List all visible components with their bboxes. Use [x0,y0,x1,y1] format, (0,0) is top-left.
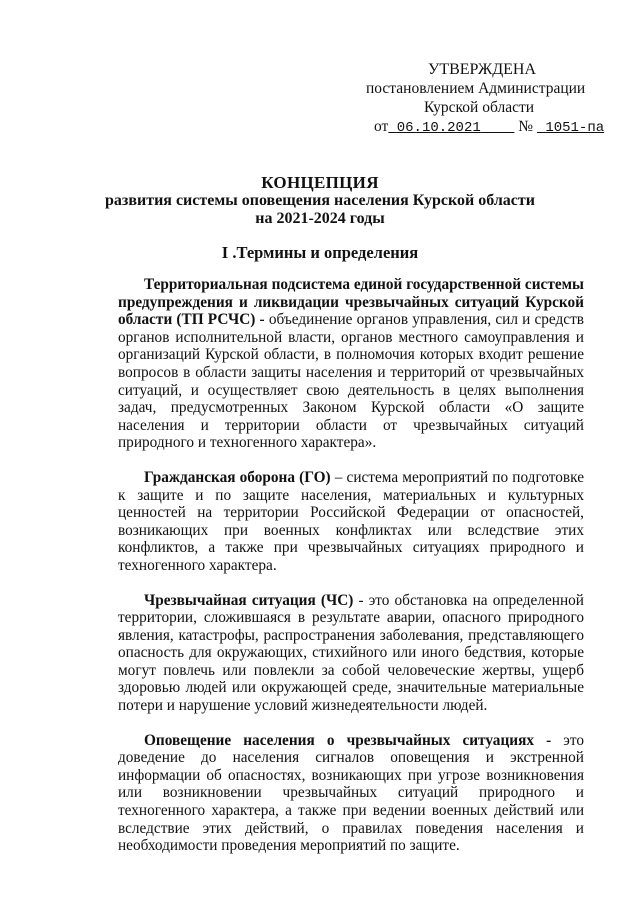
term-name: Гражданская оборона (ГО) [144,468,331,486]
document-subheading-1: развития системы оповещения населения Курской области [105,192,535,209]
term-paragraph: Чрезвычайная ситуация (ЧС) - это обстановка на определенной территории, сложившаяся в результате аварии, опасного природного явления, катастрофы, распространения заболевания, представляющего опасность для окружающих, стихийного или иного бедствия, которые могут повлечь или повлекли за собой человеческие жертвы, ущерб здоровью людей или окружающей среде, значительные материальные потери и нарушение условий жизнедеятельности людей. [118,591,584,715]
term-name: Территориальная подсистема единой государственной системы предупреждения и ликвидации чрезвычайных ситуаций Курской области (ТП РСЧС) [118,276,584,329]
term-definition: объединение органов управления, сил и средств органов исполнительной власти, органов местного самоуправления и организаций Курской области, в полномочия которых входит решение вопросов в области защиты населения и территорий от чрезвычайных ситуаций, и осуществляет свою деятельность в целях выполнения задач, предусмотренных Законом Курской области «О защите населения и территории области от чрезвычайных ситуаций природного и техногенного характера». [118,311,584,452]
term-definition: это обстановка на определенной территории, сложившаяся в результате аварии, опасного природного явления, катастрофы, распространения заболевания, представляющего опасность для окружающих, стихийного или иного бедствия, которые могут повлечь или повлекли за собой человеческие жертвы, ущерб здоровью людей или окружающей среде, значительные материальные потери и нарушение условий жизнедеятельности людей. [118,591,584,715]
approval-date-row [374,117,606,138]
approval-date: 06.10.2021 [396,120,481,136]
date-prefix: от [374,118,389,135]
approval-line-1: постановлением Администрации [366,80,586,97]
number-prefix: № [518,118,534,135]
approval-number: 1051-па [545,120,605,136]
document-body [118,276,584,872]
section-title: I .Термины и определения [221,243,419,262]
term-paragraph: Оповещение населения о чрезвычайных ситуациях - это доведение до населения сигналов оповещения и экстренной информации об опасностях, возникающих при угрозе возникновения или возникновении чрезвычайных ситуаций природного и техногенного характера, а также при ведении военных действий или вследствие этих действий, о правилах поведения населения и необходимости проведения мероприятий по защите. [118,731,584,855]
document-heading: КОНЦЕПЦИЯ [261,173,379,192]
term-name: Чрезвычайная ситуация (ЧС) [144,591,354,609]
document-subheading-2: на 2021-2024 годы [255,210,385,227]
document-title [60,174,580,228]
term-definition: это доведение до населения сигналов оповещения и экстренной информации об опасностях, возникающих при угрозе возникновения или возникновении чрезвычайных ситуаций природного и техногенного характера, а также при ведении военных действий или вследствие этих действий, о правилах поведения населения и необходимости проведения мероприятий по защите. [118,731,584,855]
term-paragraph: Гражданская оборона (ГО) – система мероприятий по подготовке к защите и по защите населения, материальных и культурных ценностей на территории Российской Федерации от опасностей, возникающих при военных конфликтах или вследствие этих конфликтов, а также при чрезвычайных ситуациях природного и техногенного характера. [118,468,584,574]
approval-title: УТВЕРЖДЕНА [428,61,537,78]
approval-line-2: Курской области [424,99,535,116]
term-name: Оповещение населения о чрезвычайных ситуациях [144,731,535,749]
term-paragraph: Территориальная подсистема единой государственной системы предупреждения и ликвидации чрезвычайных ситуаций Курской области (ТП РСЧС) - объединение органов управления, сил и средств органов исполнительной власти, органов местного самоуправления и организаций Курской области, в полномочия которых входит решение вопросов в области защиты населения и территорий от чрезвычайных ситуаций, и осуществляет свою деятельность в целях выполнения задач, предусмотренных Законом Курской области «О защите населения и территории области от чрезвычайных ситуаций природного и техногенного характера». [118,276,584,452]
approval-stamp [366,60,606,138]
term-definition: система мероприятий по подготовке к защите и по защите населения, материальных и культурных ценностей на территории Российской Федерации от опасностей, возникающих при военных конфликтах или вследствие этих конфликтов, а также при чрезвычайных ситуациях природного и техногенного характера. [118,468,584,574]
